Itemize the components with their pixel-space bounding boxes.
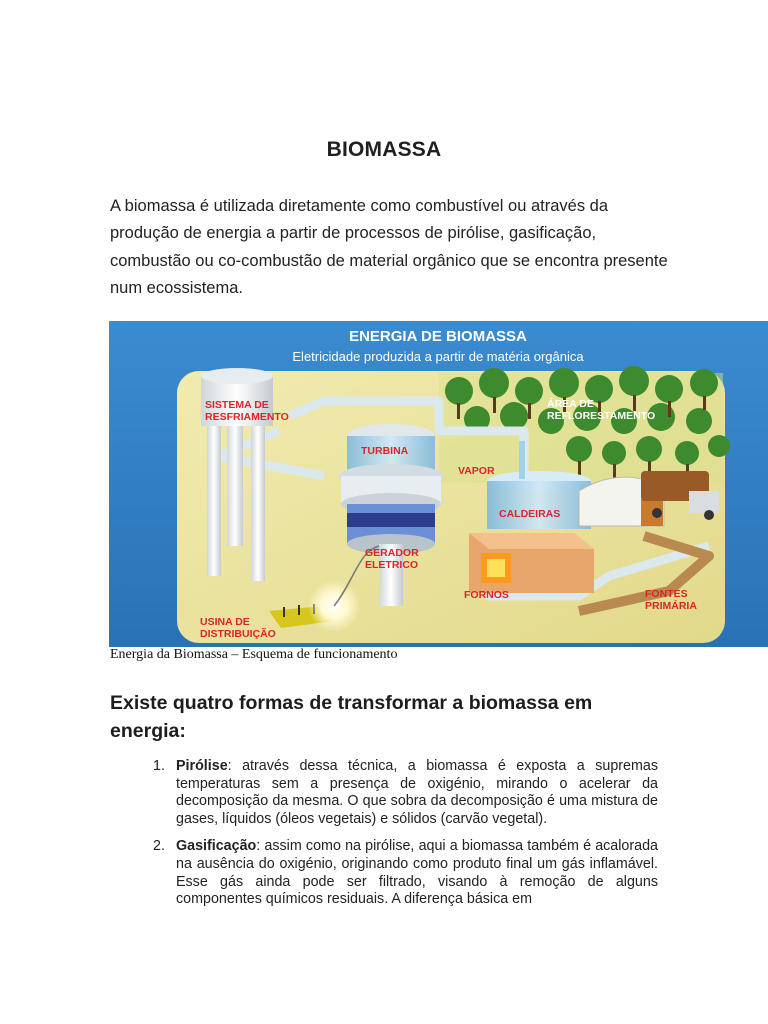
figure-caption: Energia da Biomassa – Esquema de funcionamento xyxy=(110,647,398,662)
banner-subtitle: Eletricidade produzida a partir de matéria orgânica xyxy=(292,349,584,364)
label-steam: VAPOR xyxy=(458,465,495,477)
list-item xyxy=(110,758,658,828)
label-distribution-2: DISTRIBUIÇÃO xyxy=(200,628,276,640)
label-ovens: FORNOS xyxy=(464,589,509,601)
list-item-text: : assim como na pirólise, aqui a biomassa também é acalorada na ausência do oxigénio, originando como produto final um gás inflamável. Esse gás ainda pode ser filtrado, visando à remoção de alguns componentes químicos residuais. A diferença básica em xyxy=(176,838,658,908)
list-item-number: 1. xyxy=(153,758,165,774)
intro-text: A biomassa é utilizada diretamente como combustível ou através da produção de energia a partir de processos de pirólise, gasificação, combustão ou co-combustão de material orgânico que se encontra presente num ecossistema. xyxy=(110,197,668,297)
label-distribution-1: USINA DE xyxy=(200,616,250,628)
label-generator-1: GERADOR xyxy=(365,547,419,559)
list-item-text: : através dessa técnica, a biomassa é exposta a supremas temperaturas sem a presença de oxigénio, mirando o acelerar da decomposição da mesma. O que sobra da decomposição é uma mistura de gases, líquidos (óleos vegetais) e sólidos (carvão vegetal). xyxy=(176,758,658,827)
label-sources-2: PRIMÁRIA xyxy=(645,600,697,612)
label-cooling-2: RESFRIAMENTO xyxy=(205,411,289,423)
label-reforest-2: REFLORESTAMENTO xyxy=(547,410,656,422)
page-title: BIOMASSA xyxy=(326,138,442,161)
intro-paragraph xyxy=(110,193,670,302)
label-generator-2: ELETRICO xyxy=(365,559,419,571)
label-reforest-1: ÁREA DE xyxy=(547,398,594,410)
list-item xyxy=(110,838,658,908)
banner-title: ENERGIA DE BIOMASSA xyxy=(349,328,527,345)
section-heading: Existe quatro formas de transformar a biomassa em energia: xyxy=(110,692,593,742)
list-item-term: Gasificação xyxy=(176,838,257,855)
label-sources-1: FONTES xyxy=(645,588,688,600)
label-boilers: CALDEIRAS xyxy=(499,508,561,520)
methods-list xyxy=(110,758,658,919)
label-cooling-1: SISTEMA DE xyxy=(205,399,269,411)
list-item-number: 2. xyxy=(153,838,165,855)
label-turbine: TURBINA xyxy=(361,445,409,457)
biomass-diagram xyxy=(109,321,768,647)
list-item-term: Pirólise xyxy=(176,758,228,774)
